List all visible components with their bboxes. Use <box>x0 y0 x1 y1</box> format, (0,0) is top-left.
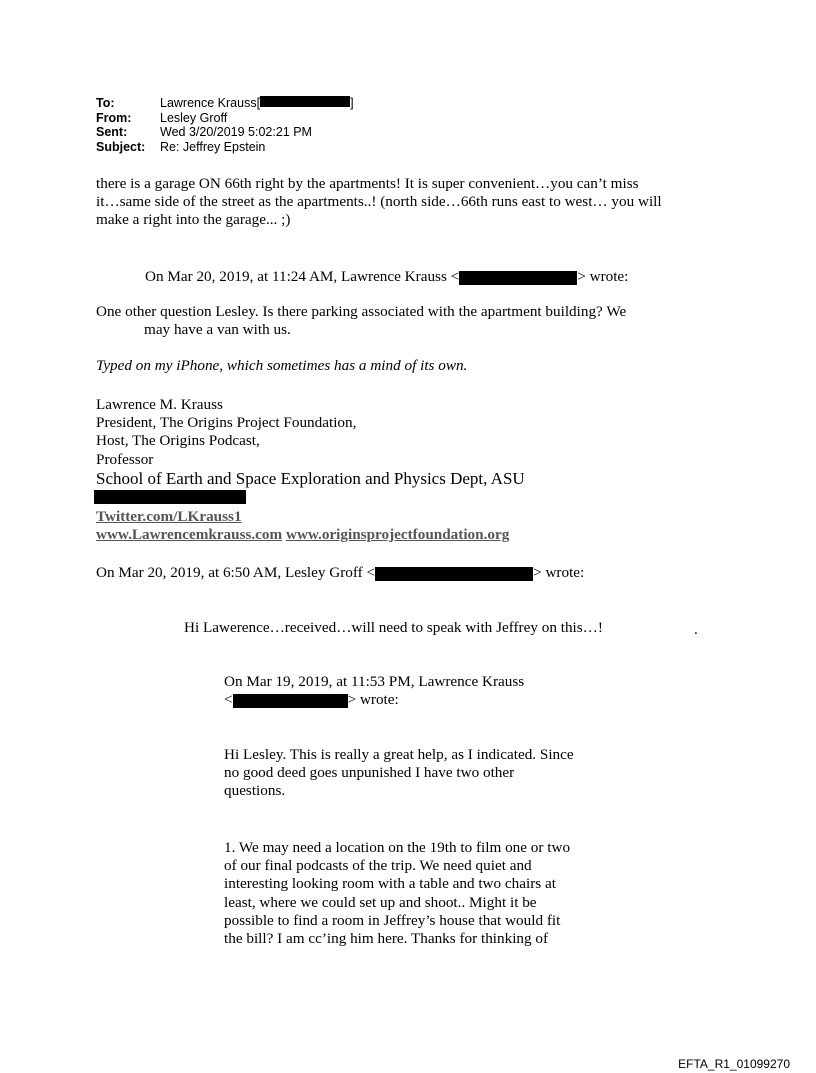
subject-label: Subject: <box>96 139 146 154</box>
message-paragraph-2: 1. We may need a location on the 19th to film one or two of our final podcasts of the trip. We need quiet and interesting looking room with a table and two chairs at least, where we could set up and shoot.. Might it be possible to find a room in Jeffrey’s house that would fit the bill? I am cc’ing him here. Thanks for thinking of <box>224 839 571 948</box>
subject-value: Re: Jeffrey Epstein <box>160 139 266 154</box>
to-value: Lawrence Krauss[ <box>160 96 261 110</box>
redaction-block <box>260 96 350 107</box>
quote-header-2: On Mar 20, 2019, at 6:50 AM, Lesley Groff < > wrote: <box>96 564 585 581</box>
message-paragraph-1: Hi Lesley. This is really a great help, as I indicated. Since no good deed goes unpunished I have two other questions. <box>224 746 574 800</box>
from-value: Lesley Groff <box>160 110 228 125</box>
document-id: EFTA_R1_01099270 <box>678 1057 790 1071</box>
from-row <box>96 111 354 126</box>
lesley-reply: Hi Lawerence…received…will need to speak with Jeffrey on this…! <box>184 619 603 636</box>
reply-line: there is a garage ON 66th right by the apartments! It is super convenient…you can’t miss <box>96 175 639 192</box>
to-label: To: <box>96 96 115 110</box>
email-header <box>96 96 354 154</box>
website-link[interactable]: www.Lawrencemkrauss.com <box>96 526 283 544</box>
from-label: From: <box>96 110 132 125</box>
iphone-signature: Typed on my iPhone, which sometimes has a mind of its own. <box>96 357 468 374</box>
redaction-block <box>233 694 348 708</box>
website-link[interactable]: www.originsprojectfoundation.org <box>285 526 510 544</box>
question-paragraph: One other question Lesley. Is there parking associated with the apartment building? We may have a van with us. <box>96 303 627 339</box>
quote-header-1: On Mar 20, 2019, at 11:24 AM, Lawrence Krauss < > wrote: <box>145 268 629 285</box>
stray-dot: . <box>694 621 698 638</box>
reply-paragraph <box>96 175 662 230</box>
signature-links <box>96 508 509 544</box>
twitter-link[interactable]: Twitter.com/LKrauss1 <box>96 508 242 525</box>
to-close: ] <box>350 96 354 110</box>
sent-value: Wed 3/20/2019 5:02:21 PM <box>160 125 312 140</box>
sent-row <box>96 125 354 140</box>
quote-header-3: On Mar 19, 2019, at 11:53 PM, Lawrence Krauss < > wrote: <box>224 673 525 709</box>
redaction-block <box>94 490 246 504</box>
subject-row <box>96 140 354 155</box>
to-row <box>96 96 354 111</box>
redaction-block <box>459 271 577 285</box>
reply-line: make a right into the garage... ;) <box>96 211 291 229</box>
reply-line: it…same side of the street as the apartments..! (north side…66th runs east to west… you will <box>96 193 662 211</box>
signature-block: Lawrence M. Krauss President, The Origins Project Foundation, Host, The Origins Podcast, Professor School of Earth and Space Exploration and Physics Dept, ASU <box>96 396 525 488</box>
redaction-block <box>375 567 533 581</box>
sent-label: Sent: <box>96 125 128 140</box>
